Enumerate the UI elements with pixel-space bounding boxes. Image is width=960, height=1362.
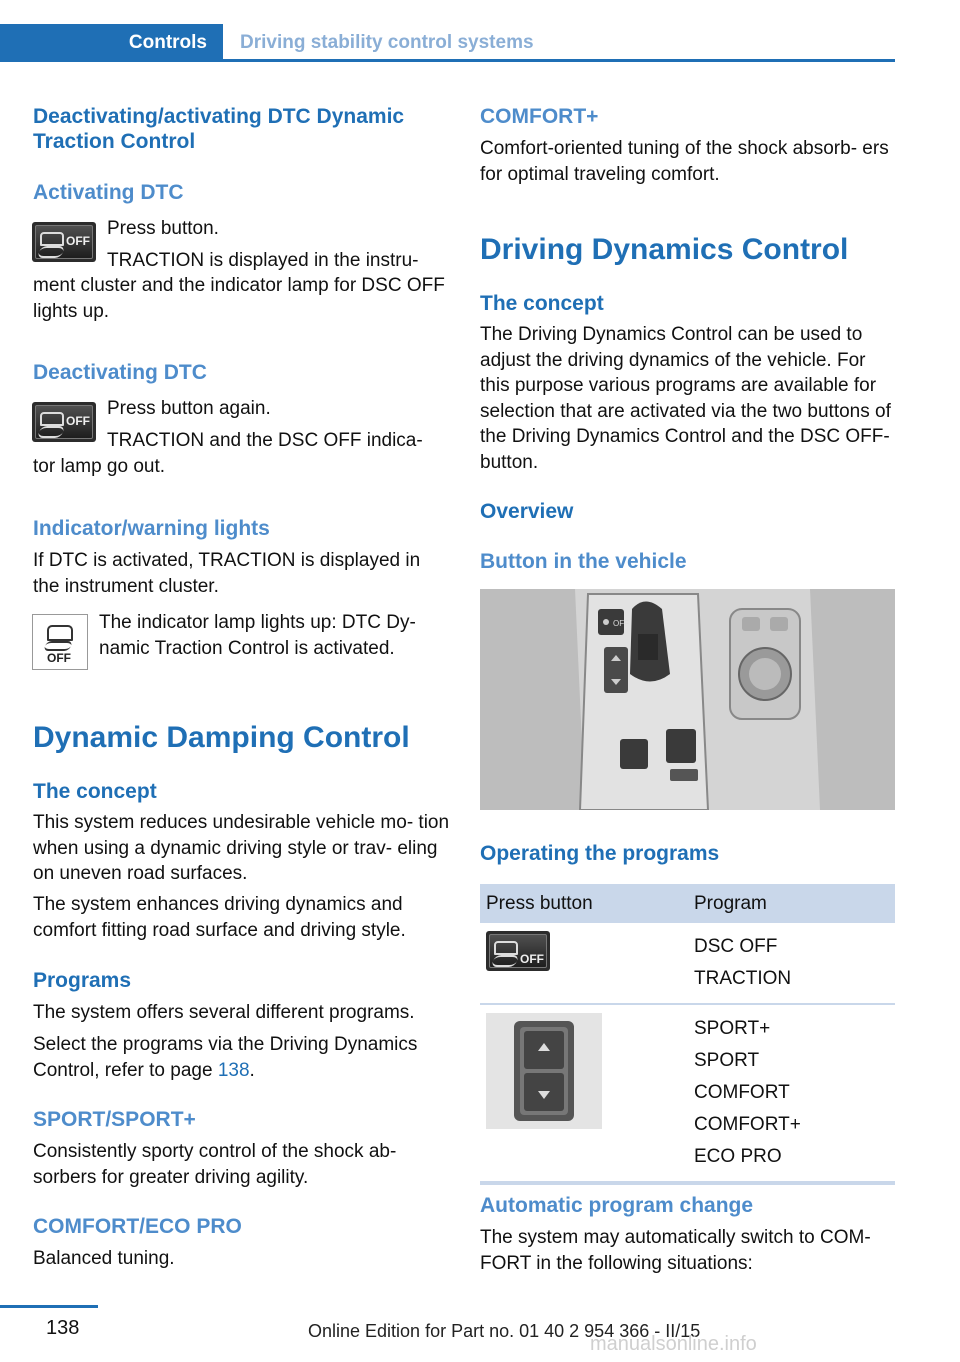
- program-label: TRACTION: [694, 968, 792, 989]
- auto-change-heading: Automatic program change: [480, 1194, 754, 1217]
- comfort-heading: COMFORT/ECO PRO: [33, 1215, 242, 1238]
- indicator-text: If DTC is activated, TRACTION is displayed in the instrument cluster.: [33, 550, 421, 597]
- footer-rule: [0, 1305, 98, 1308]
- activating-desc-a: TRACTION is displayed in the instru‐: [107, 250, 419, 271]
- table-header-row: [480, 884, 895, 923]
- concept-text: This system reduces undesirable vehicle mo‐ tion when using a dynamic driving style or trav‐ eling on uneven road surfaces.: [33, 812, 450, 884]
- page-header: [0, 24, 895, 62]
- comfort-text: Balanced tuning.: [33, 1248, 175, 1269]
- dsc-off-button-icon: OFF: [32, 222, 96, 262]
- chapter-title: Driving stability control systems: [240, 32, 534, 53]
- page-number: 138: [46, 1317, 80, 1339]
- ddc-heading: Dynamic Damping Control: [33, 721, 410, 754]
- dsc-off-button-icon: OFF: [32, 402, 96, 442]
- program-label: COMFORT+: [694, 1114, 801, 1135]
- activating-heading: Activating DTC: [33, 181, 184, 204]
- activating-desc-b: ment cluster and the indicator lamp for DSC OFF lights up.: [33, 275, 445, 322]
- auto-change-text: The system may automatically switch to COM‐ FORT in the following situations:: [480, 1227, 871, 1274]
- concept-heading: The concept: [33, 780, 157, 803]
- program-label: SPORT: [694, 1050, 760, 1071]
- table-cell-programs: [688, 923, 895, 1004]
- program-label: ECO PRO: [694, 1146, 782, 1167]
- deactivating-step: Press button again.: [107, 398, 271, 419]
- table-cell-button: [480, 1004, 688, 1183]
- dsc-off-button-icon: OFF: [486, 931, 550, 971]
- deactivating-desc-a: TRACTION and the DSC OFF indica‐: [107, 430, 423, 451]
- ddyc-concept-heading: The concept: [480, 292, 604, 315]
- section-label: Controls: [128, 32, 207, 53]
- indicator-lamp-text: The indicator lamp lights up: DTC Dy‐ namic Traction Control is activated.: [99, 612, 416, 659]
- traction-warning-icon: OFF: [32, 614, 88, 670]
- overview-heading: Overview: [480, 500, 574, 523]
- console-photo: [480, 589, 895, 810]
- header-rule: [223, 59, 895, 62]
- watermark: manualsonline.info: [590, 1333, 757, 1355]
- programs-table: [480, 884, 895, 1185]
- table-header-press: Press button: [480, 884, 688, 923]
- dtc-heading: Deactivating/activating DTC Dynamic Traction Control: [33, 105, 405, 153]
- page-link[interactable]: 138: [217, 1059, 250, 1081]
- sport-text: Consistently sporty control of the shock ab‐ sorbers for greater driving agility.: [33, 1141, 397, 1188]
- page-footer: [0, 1305, 960, 1362]
- ddyc-concept-text: The Driving Dynamics Control can be used to adjust the driving dynamics of the vehicle. For this purpose various programs are available for selection that are activated via the two buttons of the Driving Dynamics Control and the DSC OFF-button.: [480, 324, 891, 473]
- program-label: SPORT+: [694, 1018, 771, 1039]
- table-row: [480, 1004, 895, 1183]
- svg-text:OFF: OFF: [613, 619, 629, 628]
- activating-step: Press button.: [107, 218, 219, 239]
- edition-text: Online Edition for Part no. 01 40 2 954 366 - II/15: [308, 1321, 701, 1341]
- concept-text-2: The system enhances driving dynamics and comfort fitting road surface and driving style.: [33, 894, 406, 941]
- program-label: DSC OFF: [694, 936, 778, 957]
- programs-text: The system offers several different programs.: [33, 1002, 415, 1023]
- driving-dynamics-switch-icon: [486, 1013, 602, 1129]
- table-cell-button: [480, 923, 688, 1004]
- table-header-program: Program: [688, 884, 895, 923]
- programs-heading: Programs: [33, 969, 132, 992]
- sport-heading: SPORT/SPORT+: [33, 1108, 196, 1131]
- deactivating-heading: Deactivating DTC: [33, 361, 207, 384]
- comfortplus-text: Comfort-oriented tuning of the shock absorb‐ ers for optimal traveling comfort.: [480, 138, 889, 185]
- programs-ref: Select the programs via the Driving Dynamics Control, refer to page 138.: [33, 1034, 418, 1081]
- button-heading: Button in the vehicle: [480, 550, 687, 573]
- operating-heading: Operating the programs: [480, 842, 720, 865]
- section-tab[interactable]: [0, 24, 223, 62]
- ddyc-heading: Driving Dynamics Control: [480, 233, 849, 266]
- table-cell-programs: [688, 1004, 895, 1183]
- table-row: [480, 923, 895, 1004]
- deactivating-desc-b: tor lamp go out.: [33, 456, 166, 477]
- program-label: COMFORT: [694, 1082, 790, 1103]
- comfortplus-heading: COMFORT+: [480, 105, 599, 128]
- indicator-heading: Indicator/warning lights: [33, 517, 270, 540]
